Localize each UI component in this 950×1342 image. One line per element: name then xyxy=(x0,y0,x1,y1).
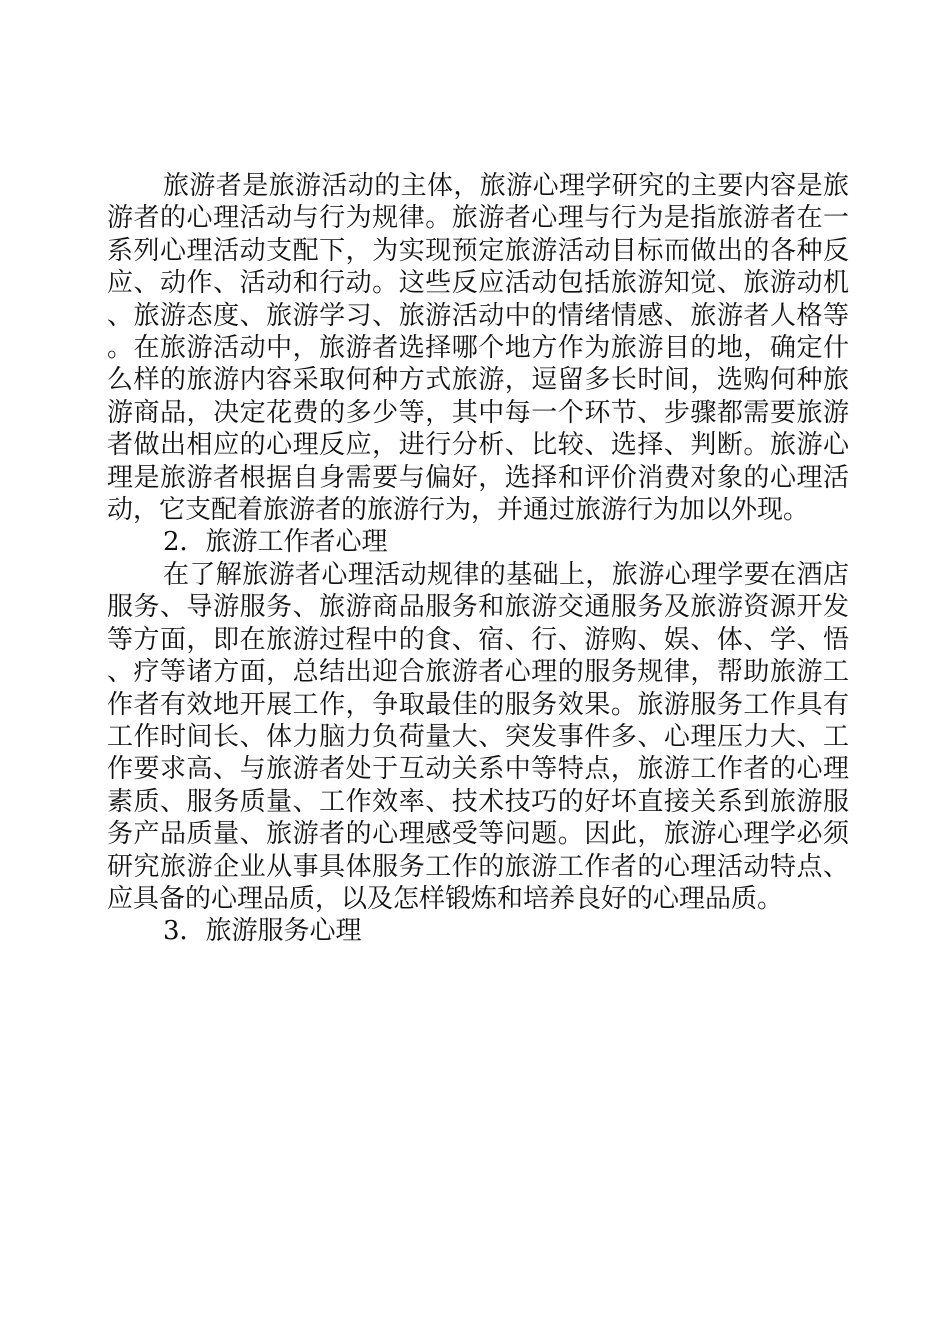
section-heading-tourism-worker-psychology: 2．旅游工作者心理 xyxy=(163,527,388,558)
paragraph-tourism-worker-psychology: 在了解旅游者心理活动规律的基础上，旅游心理学要在酒店服务、导游服务、旅游商品服务和旅游交通服务及旅游资源开发等方面，即在旅游过程中的食、宿、行、游购、娱、体、学、悟、疗等诸方面，总结出迎合旅游者心理的服务规律，帮助旅游工作者有效地开展工作，争取最佳的服务效果。旅游服务工作具有工作时间长、体力脑力负荷量大、突发事件多、心理压力大、工作要求高、与旅游者处于互动关系中等特点，旅游工作者的心理素质、服务质量、工作效率、技术技巧的好坏直接关系到旅游服务产品质量、旅游者的心理感受等问题。因此，旅游心理学必须研究旅游企业从事具体服务工作的旅游工作者的心理活动特点、应具备的心理品质，以及怎样锻炼和培养良好的心理品质。 xyxy=(107,559,849,914)
section-heading-tourism-service-psychology: 3．旅游服务心理 xyxy=(163,916,362,947)
document-body xyxy=(107,170,849,948)
paragraph-tourist-psychology: 旅游者是旅游活动的主体，旅游心理学研究的主要内容是旅游者的心理活动与行为规律。旅游者心理与行为是指旅游者在一系列心理活动支配下，为实现预定旅游活动目标而做出的各种反应、动作、活动和行动。这些反应活动包括旅游知觉、旅游动机、旅游态度、旅游学习、旅游活动中的情绪情感、旅游者人格等。在旅游活动中，旅游者选择哪个地方作为旅游目的地，确定什么样的旅游内容采取何种方式旅游，逗留多长时间，选购何种旅游商品，决定花费的多少等，其中每一个环节、步骤都需要旅游者做出相应的心理反应，进行分析、比较、选择、判断。旅游心理是旅游者根据自身需要与偏好，选择和评价消费对象的心理活动，它支配着旅游者的旅游行为，并通过旅游行为加以外现。 xyxy=(107,171,849,526)
